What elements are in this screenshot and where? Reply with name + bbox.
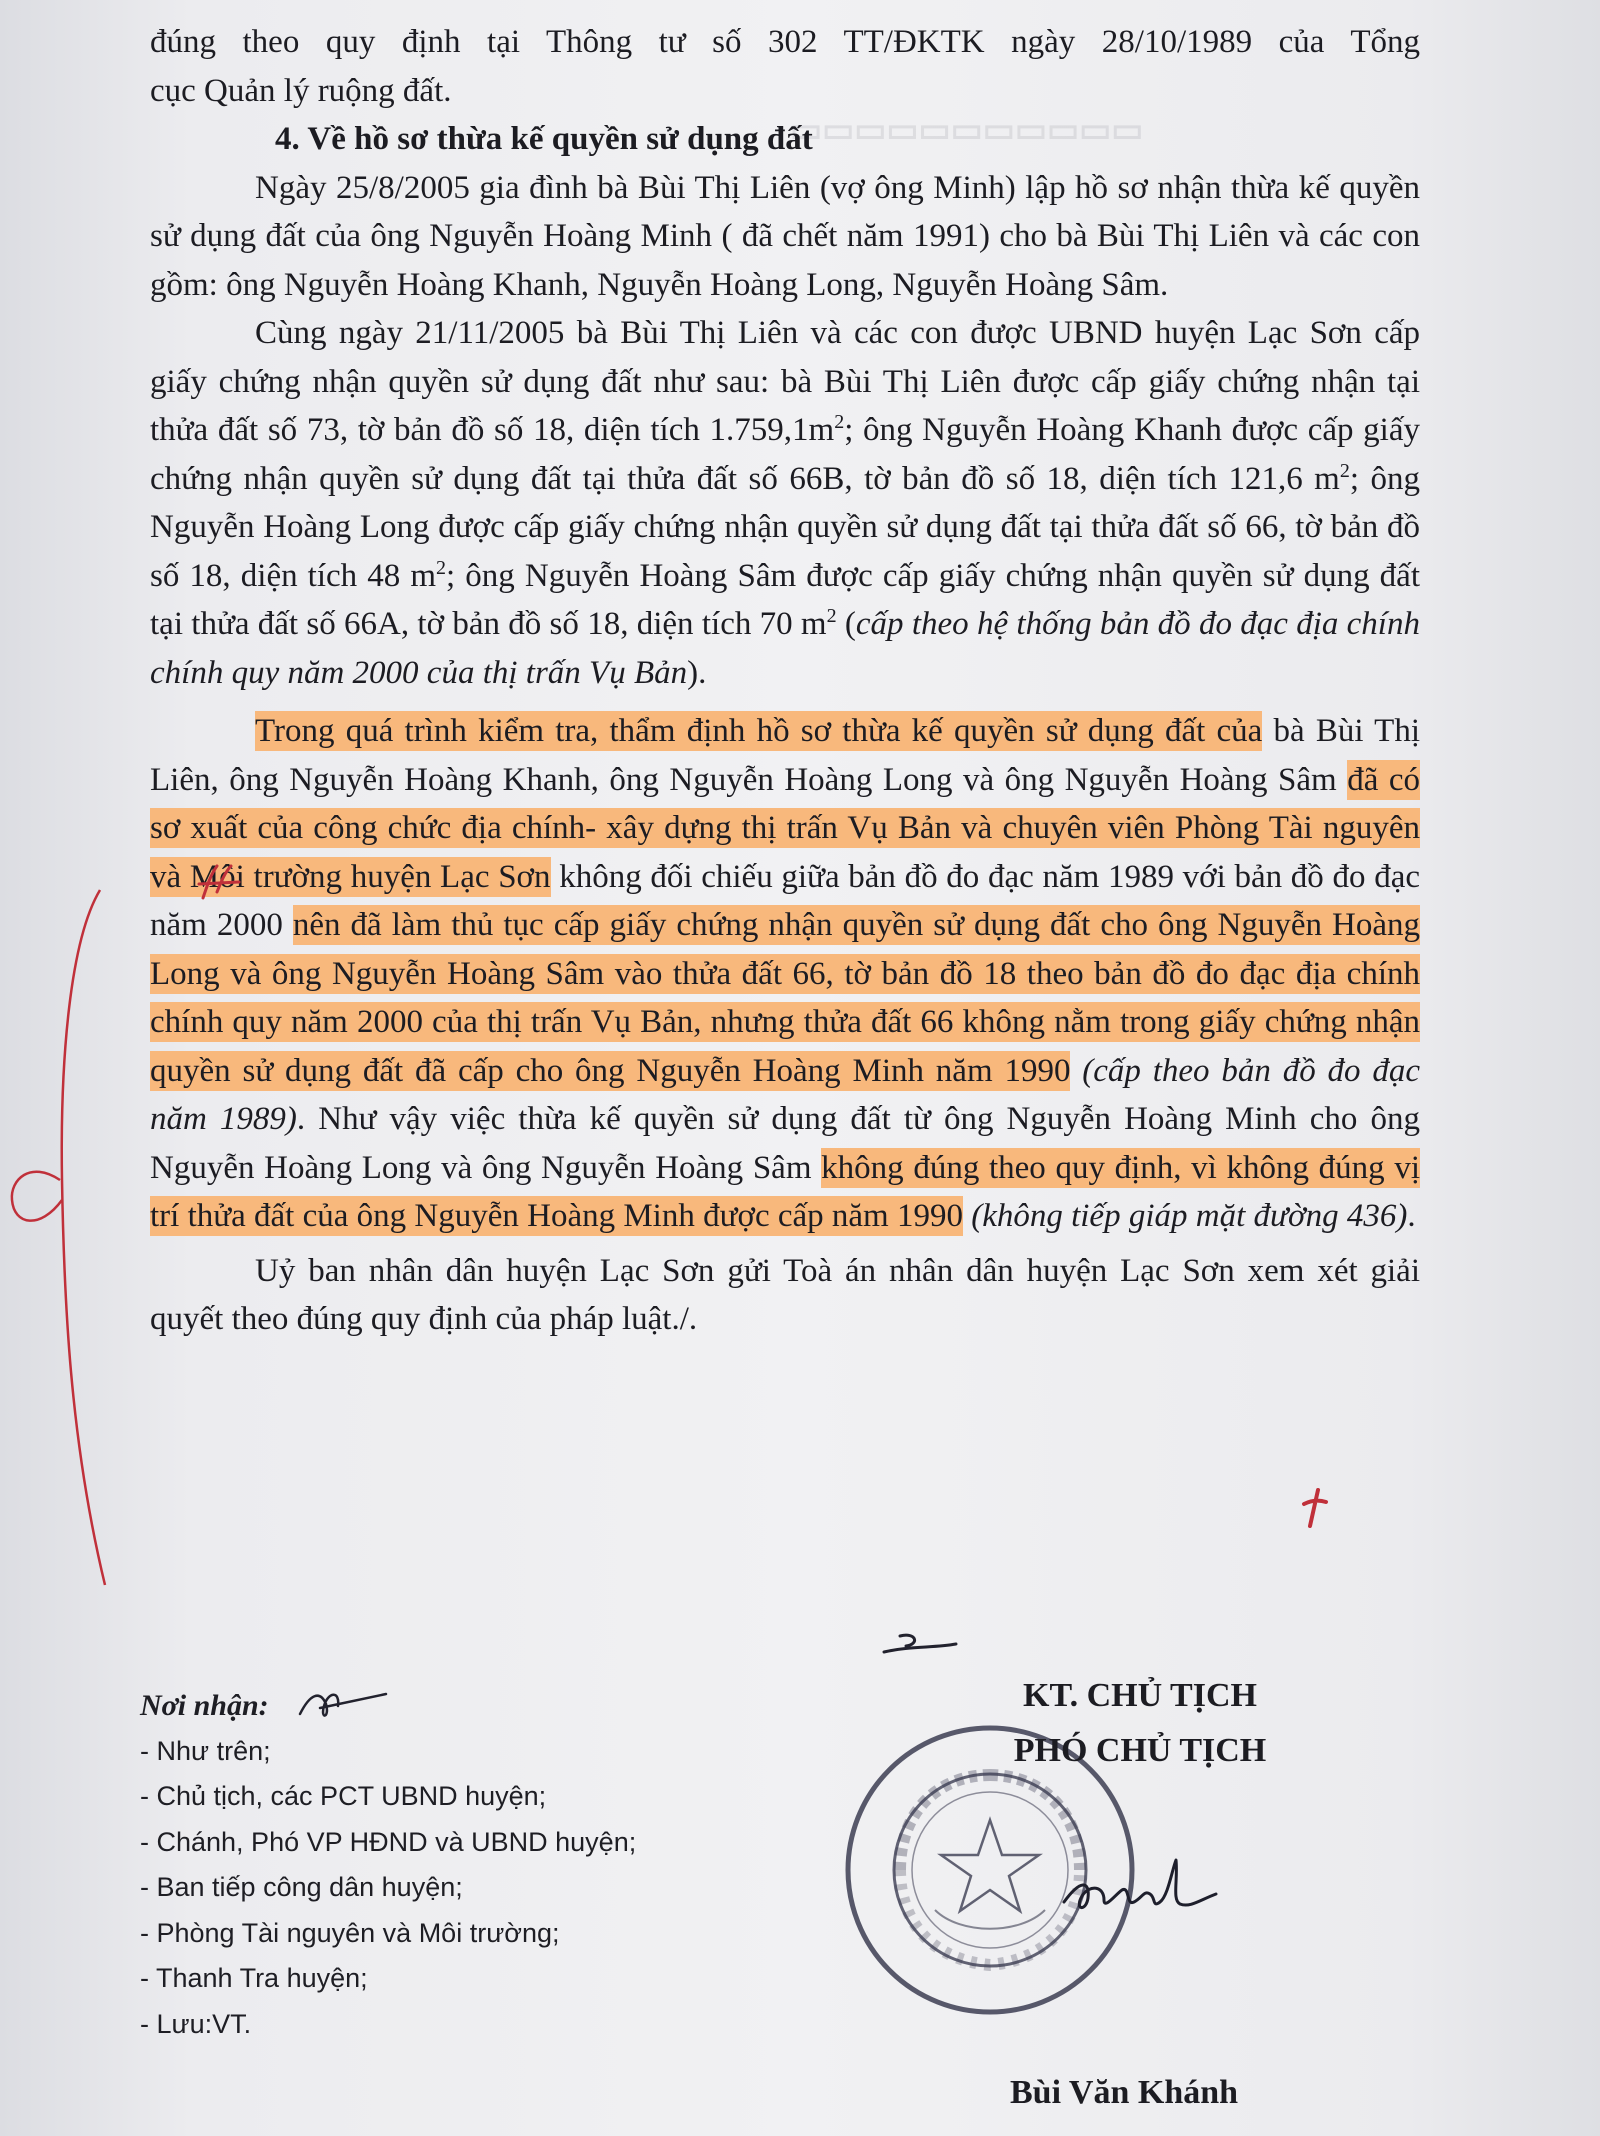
recipient-item: - Lưu:VT.: [140, 2008, 252, 2039]
handwritten-signature-icon: [1060, 1850, 1220, 1930]
paragraph-findings: [150, 707, 1420, 1241]
pen-end-mark: [1300, 1486, 1330, 1528]
highlight-2: đã có sơ xuất của công chức địa chính- xây dựng thị trấn Vụ Bản và chuyên viên Phòng Tài nguyên và Môi trường huyện Lạc Sơn: [150, 761, 1421, 895]
recipient-item: - Ban tiếp công dân huyện;: [140, 1872, 463, 1902]
intro-line-2: cục Quản lý ruộng đất.: [150, 72, 452, 109]
highlight-1: Trong quá trình kiểm tra, thẩm định hồ sơ thừa kế quyền sử dụng đất của: [255, 713, 1263, 749]
intro-line-1: đúng theo quy định tại Thông tư số 302 TT/ĐKTK ngày 28/10/1989 của Tổng: [150, 24, 1420, 60]
p2-text-b: ; ông Nguyễn Hoàng Khanh được cấp giấy chứng nhận quyền sử dụng đất tại thửa đất số 66B, tờ bản đồ số 18, diện tích 121,6 m: [150, 412, 1420, 497]
p2-sup-2: 2: [1339, 459, 1350, 482]
p2-italic-note: cấp theo hệ thống bản đồ đo đạc địa chính chính quy năm 2000 của thị trấn Vụ Bản: [150, 606, 1420, 691]
recipients-items: [140, 1729, 636, 2048]
recipient-item: - Chánh, Phó VP HĐND và UBND huyện;: [140, 1826, 637, 1857]
document-body: [150, 18, 1420, 1344]
paragraph-closing: Uỷ ban nhân dân huyện Lạc Sơn gửi Toà án nhân dân huyện Lạc Sơn xem xét giải quyết theo đúng quy định của pháp luật./.: [150, 1252, 1420, 1337]
p3-text-j: .: [1407, 1198, 1416, 1234]
p2-text-c: ; ông Nguyễn Hoàng Long được cấp giấy chứng nhận quyền sử dụng đất tại thửa đất số 66, tờ bản đồ số 18, diện tích 48 m: [150, 460, 1420, 594]
signature-block: [960, 1668, 1320, 1778]
pen-initial-mark: [880, 1630, 960, 1660]
recipients-list: [140, 1683, 636, 2047]
p3-text-g: . Như vậy việc thừa kế quyền sử dụng đất từ ông Nguyễn Hoàng Minh cho ông Nguyễn Hoàng Long và ông Nguyễn Hoàng Sâm: [150, 1101, 1420, 1186]
recipient-item: - Chủ tịch, các PCT UBND huyện;: [140, 1781, 547, 1811]
p2-text-a: Cùng ngày 21/11/2005 bà Bùi Thị Liên và các con được UBND huyện Lạc Sơn cấp giấy chứng nhận quyền sử dụng đất như sau: bà Bùi Thị Liên được cấp giấy chứng nhận tại thửa đất số 73, tờ bản đồ số 18, diện tích 1.759,1m: [150, 315, 1420, 448]
recipient-item: - Thanh Tra huyện;: [140, 1963, 368, 1993]
p2-sup-3: 2: [436, 556, 447, 579]
paragraph-inheritance-file: Ngày 25/8/2005 gia đình bà Bùi Thị Liên (vợ ông Minh) lập hồ sơ nhận thừa kế quyền sử dụng đất của ông Nguyễn Hoàng Minh ( đã chết năm 1991) cho bà Bùi Thị Liên và các con gồm: ông Nguyễn Hoàng Khanh, Nguyễn Hoàng Long, Nguyễn Hoàng Sâm.: [150, 169, 1420, 303]
signer-name: Bùi Văn Khánh: [1010, 2074, 1239, 2111]
p3-italic-2: (không tiếp giáp mặt đường 436): [962, 1198, 1408, 1234]
p2-sup-1: 2: [834, 411, 845, 433]
recipient-item: - Phòng Tài nguyên và Môi trường;: [140, 1917, 560, 1948]
highlight-3: nên đã làm thủ tục cấp giấy chứng nhận quyền sử dụng đất cho ông Nguyễn Hoàng Long và ông Nguyễn Hoàng Sâm vào thửa đất 66, tờ bản đồ 18 theo bản đồ đo đạc địa chính chính quy năm 2000 của thị trấn Vụ Bản, nhưng thửa đất 66 không nằm trong giấy chứng nhận quyền sử dụng đất đã cấp cho ông Nguyễn Hoàng Minh năm 1990: [150, 907, 1420, 1089]
highlight-4: không đúng theo quy định, vì không đúng vị trí thửa đất của ông Nguyễn Hoàng Minh được cấp năm 1990: [150, 1149, 1420, 1234]
p3-text-d: không đối chiếu giữa bản đồ đo đạc năm 1989 với bản đồ đo đạc năm 2000: [150, 858, 1420, 943]
p3-text-b: bà Bùi Thị Liên, ông Nguyễn Hoàng Khanh, ông Nguyễn Hoàng Long và ông Nguyễn Hoàng Sâm: [150, 713, 1420, 798]
signature-title-1: KT. CHỦ TỊCH: [1023, 1677, 1257, 1714]
recipients-title: Nơi nhận:: [140, 1689, 269, 1722]
p2-text-e: (: [836, 606, 856, 642]
section-heading: 4. Về hồ sơ thừa kế quyền sử dụng đất: [275, 121, 813, 157]
pen-margin-bracket: [0, 880, 110, 1600]
paragraph-certificates: [150, 309, 1420, 697]
p2-sup-4: 2: [826, 605, 837, 627]
recipient-item: - Như trên;: [140, 1735, 271, 1766]
p2-text-d: ; ông Nguyễn Hoàng Sâm được cấp giấy chứng nhận quyền sử dụng đất tại thửa đất số 66A, tờ bản đồ số 18, diện tích 70 m: [150, 557, 1420, 642]
p2-text-g: ).: [687, 654, 707, 691]
signature-title-2: PHÓ CHỦ TỊCH: [1013, 1732, 1267, 1769]
pen-tick-mark: [195, 862, 245, 902]
p3-italic-1: (cấp theo bản đồ đo đạc năm 1989): [150, 1052, 1420, 1137]
